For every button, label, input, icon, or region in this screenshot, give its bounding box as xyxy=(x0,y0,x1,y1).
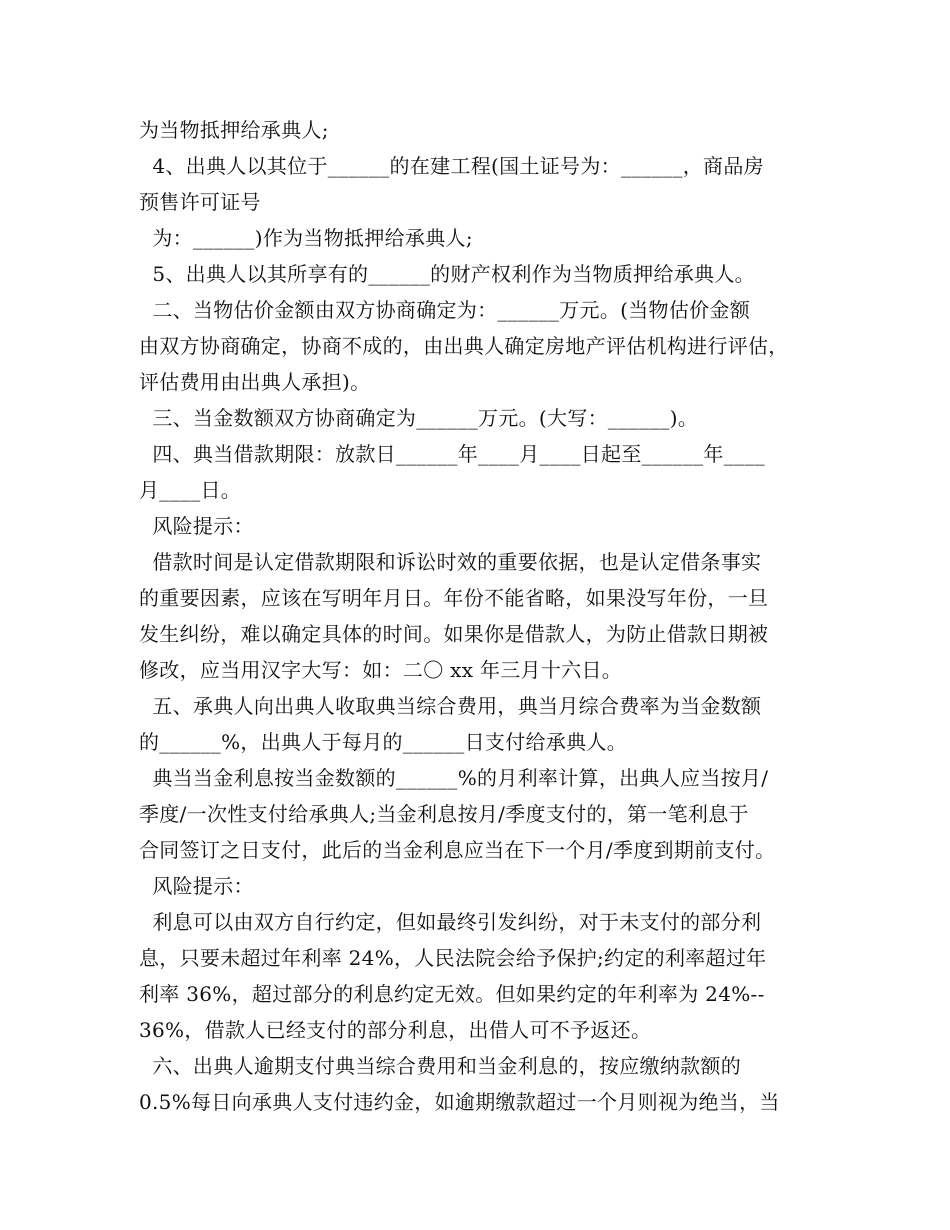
text-line: 合同签订之日支付，此后的当金利息应当在下一个月/季度到期前支付。 xyxy=(139,838,776,862)
text-line: 月____日。 xyxy=(139,478,242,502)
text-line: 借款时间是认定借款期限和诉讼时效的重要依据，也是认定借条事实 xyxy=(139,550,762,574)
text-line: 三、当金数额双方协商确定为______万元。(大写：______)。 xyxy=(139,406,699,430)
text-line: 0.5%每日向承典人支付违约金，如逾期缴款超过一个月则视为绝当，当 xyxy=(139,1090,780,1114)
text-line: 二、当物估价金额由双方协商确定为：______万元。(当物估价金额 xyxy=(139,298,751,322)
text-line: 风险提示： xyxy=(139,874,254,898)
text-line: 季度/一次性支付给承典人;当金利息按月/季度支付的，第一笔利息于 xyxy=(139,802,749,826)
text-line: 的重要因素，应该在写明年月日。年份不能省略，如果没写年份，一旦 xyxy=(139,586,769,610)
text-line: 六、出典人逾期支付典当综合费用和当金利息的，按应缴纳款额的 xyxy=(139,1054,742,1078)
text-line: 四、典当借款期限：放款日______年____月____日起至______年____ xyxy=(139,442,765,466)
text-line: 利率 36%，超过部分的利息约定无效。但如果约定的年利率为 24%-- xyxy=(139,982,765,1006)
text-line: 发生纠纷，难以确定具体的时间。如果你是借款人，为防止借款日期被 xyxy=(139,622,769,646)
text-line: 典当当金利息按当金数额的______%的月利率计算，出典人应当按月/ xyxy=(139,766,769,790)
text-line: 为：______)作为当物抵押给承典人; xyxy=(139,226,473,250)
text-line: 评估费用由出典人承担)。 xyxy=(139,370,371,394)
text-line: 预售许可证号 xyxy=(139,190,261,214)
text-line: 的______%，出典人于每月的______日支付给承典人。 xyxy=(139,730,628,754)
text-line: 修改，应当用汉字大写：如：二〇 xx 年三月十六日。 xyxy=(139,658,623,682)
text-line: 为当物抵押给承典人; xyxy=(139,118,329,142)
text-line: 4、出典人以其位于______的在建工程(国土证号为：______，商品房 xyxy=(139,154,764,178)
text-line: 由双方协商确定，协商不成的，由出典人确定房地产评估机构进行评估， xyxy=(139,334,789,358)
text-line: 5、出典人以其所享有的______的财产权利作为当物质押给承典人。 xyxy=(139,262,755,286)
text-line: 利息可以由双方自行约定，但如最终引发纠纷，对于未支付的部分利 xyxy=(139,910,762,934)
text-line: 36%，借款人已经支付的部分利息，出借人可不予返还。 xyxy=(139,1018,652,1042)
text-line: 息，只要未超过年利率 24%，人民法院会给予保护;约定的利率超过年 xyxy=(139,946,767,970)
text-line: 五、承典人向出典人收取典当综合费用，典当月综合费率为当金数额 xyxy=(139,694,762,718)
text-line: 风险提示： xyxy=(139,514,254,538)
